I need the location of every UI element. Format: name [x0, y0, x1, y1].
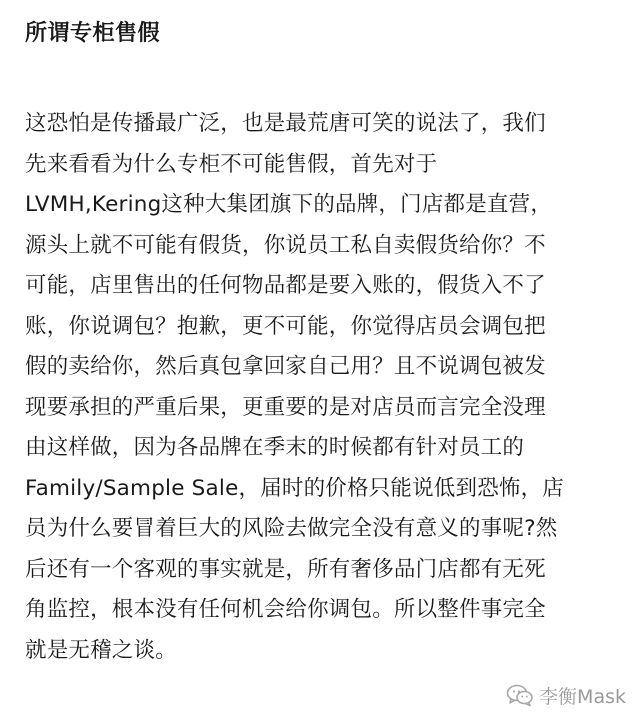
paragraph-line: 员为什么要冒着巨大的风险去做完全没有意义的事呢?然	[25, 516, 558, 541]
article-paragraph	[25, 104, 625, 671]
article-heading: 所谓专柜售假	[25, 21, 161, 46]
paragraph-line: LVMH,Kering这种大集团旗下的品牌，门店都是直营，	[25, 192, 553, 217]
paragraph-line: 由这样做，因为各品牌在季末的时候都有针对员工的	[25, 435, 525, 460]
account-watermark	[506, 682, 626, 708]
watermark-text: 李衡Mask	[539, 685, 626, 708]
paragraph-line: 可能，店里售出的任何物品都是要入账的，假货入不了	[25, 273, 546, 298]
wechat-icon	[506, 683, 534, 707]
paragraph-line: 角监控，根本没有任何机会给你调包。所以整件事完全	[25, 597, 546, 622]
paragraph-line: 就是无稽之谈。	[25, 637, 177, 663]
paragraph-line: Family/Sample Sale，届时的价格只能说低到恐怖，店	[25, 475, 564, 501]
paragraph-line: 现要承担的严重后果，更重要的是对店员而言完全没理	[25, 394, 546, 420]
paragraph-line: 这恐怕是传播最广泛，也是最荒唐可笑的说法了，我们	[25, 111, 546, 136]
paragraph-line: 假的卖给你，然后真包拿回家自己用？且不说调包被发	[25, 354, 546, 379]
paragraph-line: 先来看看为什么专柜不可能售假，首先对于	[25, 151, 438, 177]
paragraph-line: 账，你说调包？抱歉，更不可能，你觉得店员会调包把	[25, 313, 546, 339]
paragraph-line: 后还有一个客观的事实就是，所有奢侈品门店都有无死	[25, 556, 546, 582]
paragraph-line: 源头上就不可能有假货，你说员工私自卖假货给你？不	[25, 232, 546, 258]
